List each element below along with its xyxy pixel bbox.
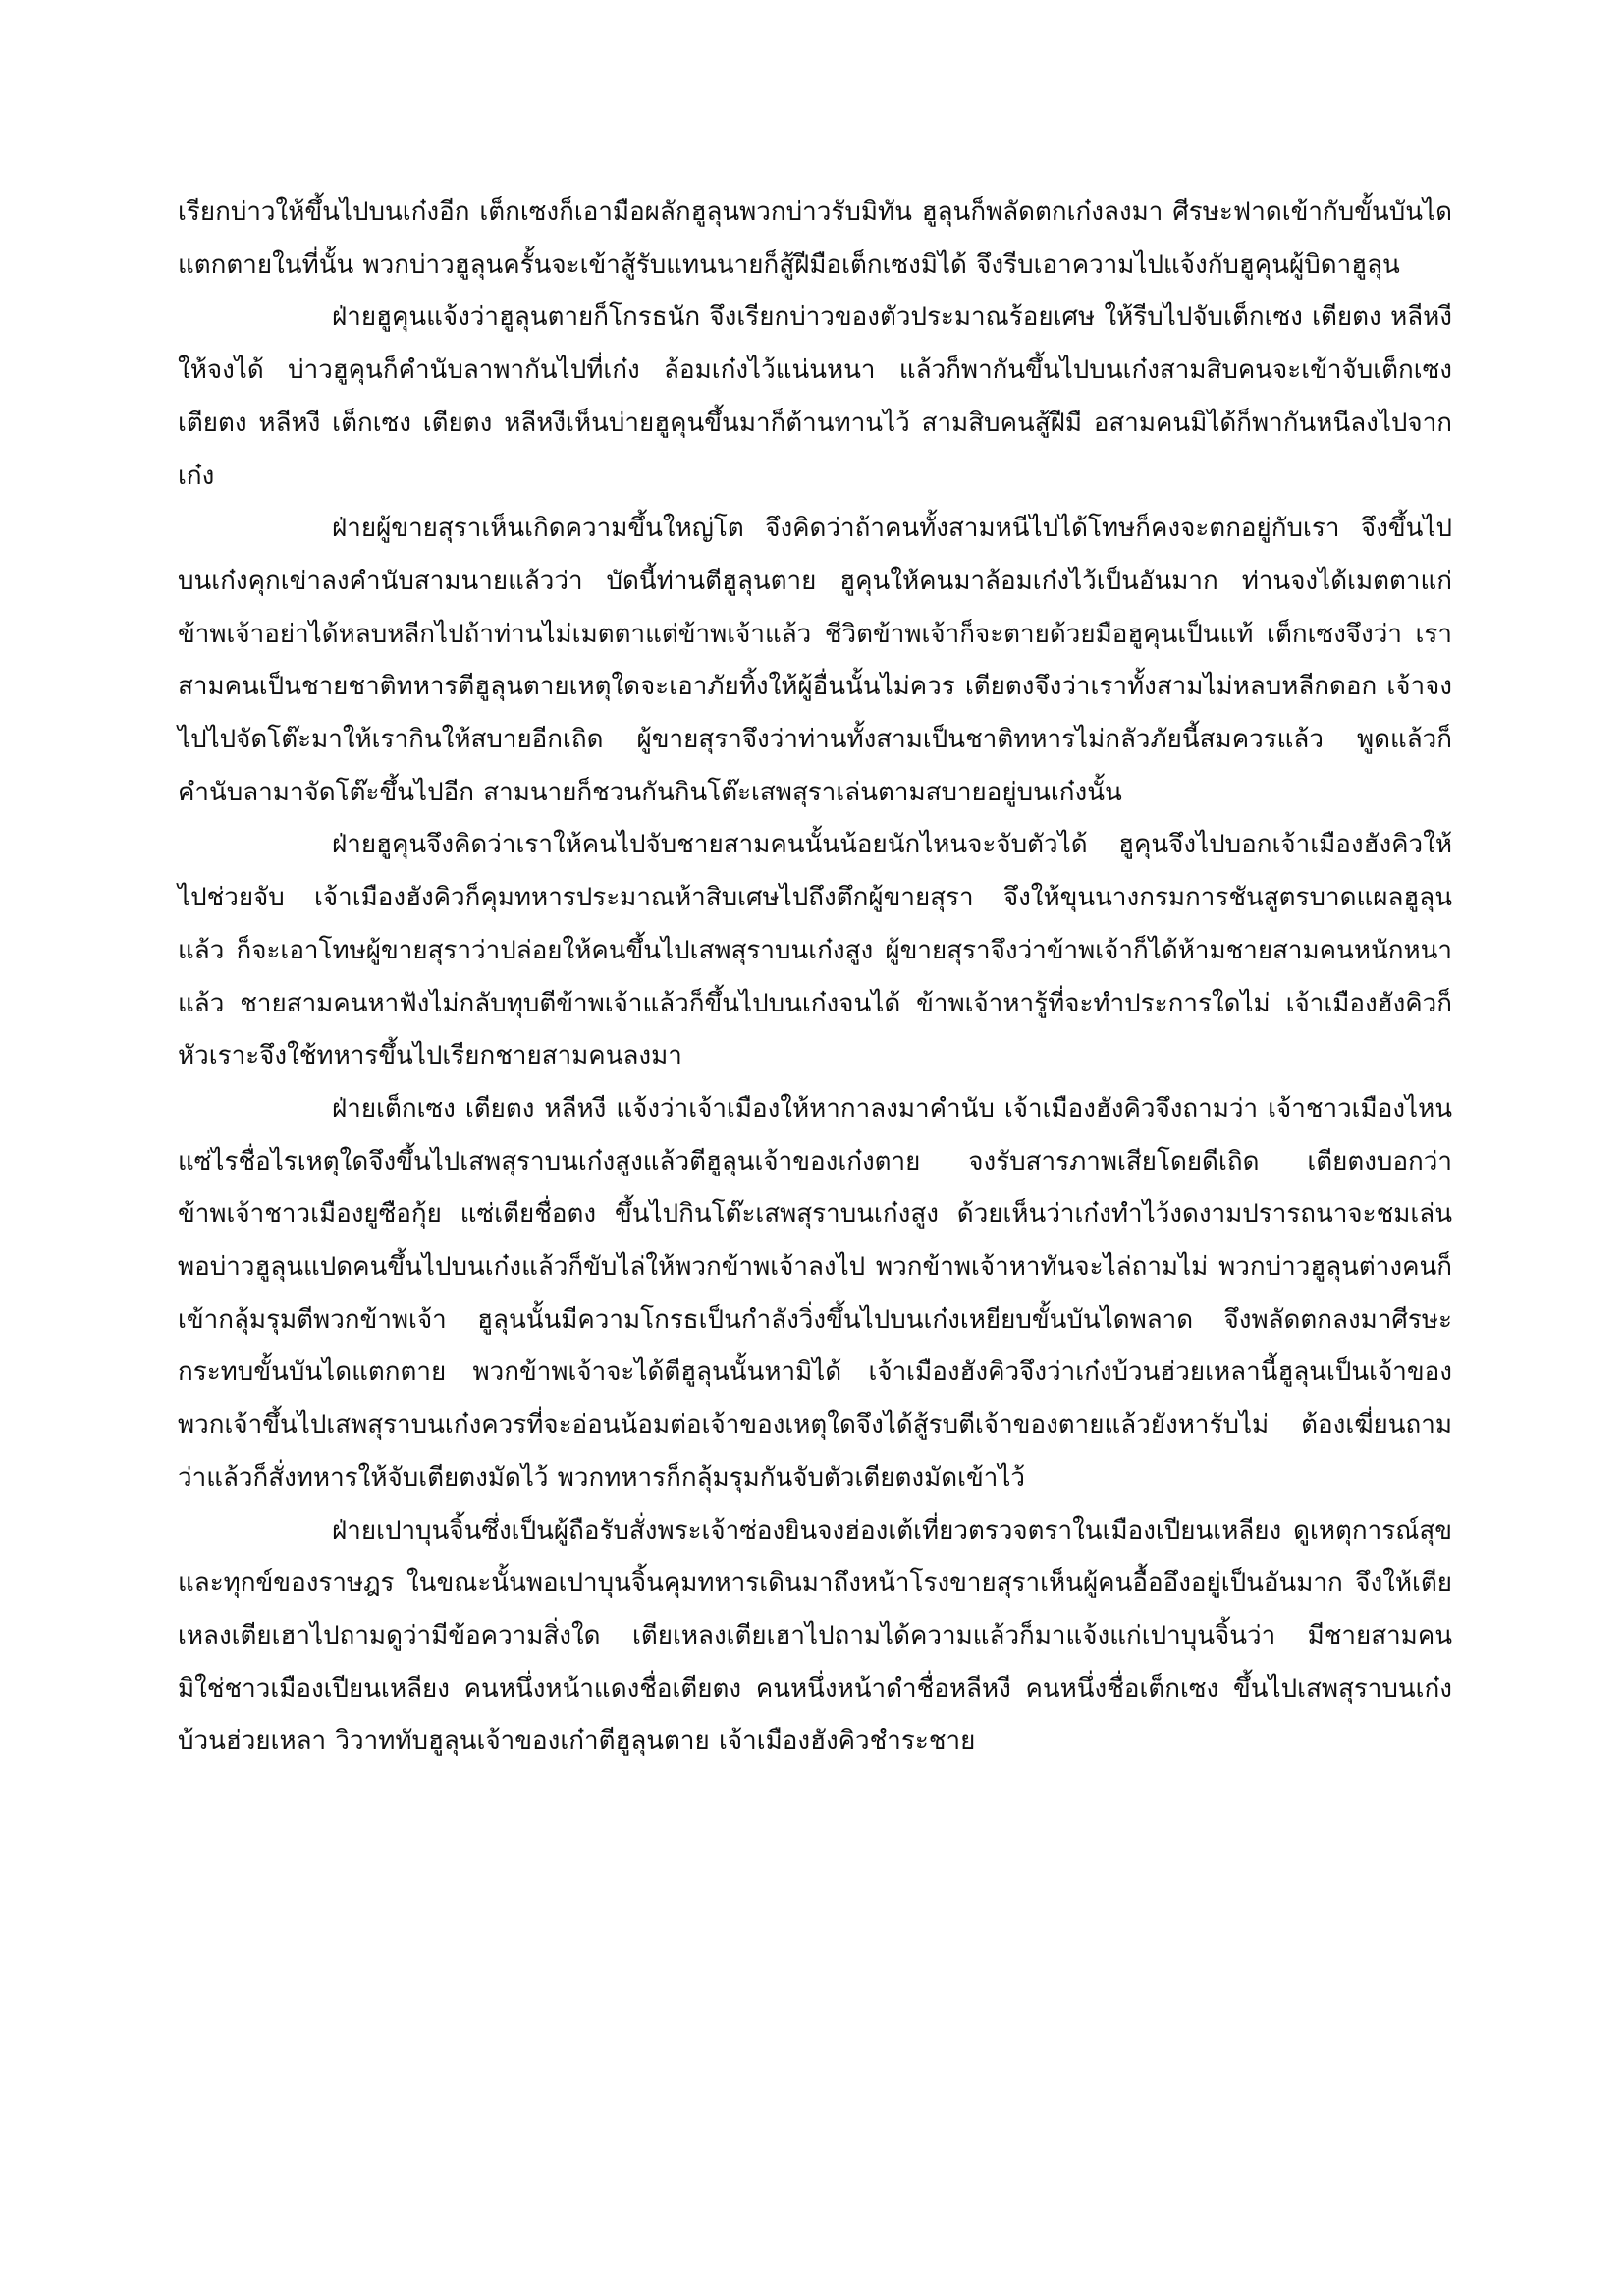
document-page (178, 187, 1452, 1769)
paragraph-5: ฝ่ายเต็กเซง เตียตง หลีหงี แจ้งว่าเจ้าเมืองให้หากาลงมาคำนับ เจ้าเมืองฮังคิวจึงถามว่า เจ้าชาวเมืองไหน แซ่ไรชื่อไรเหตุใดจึงขึ้นไปเสพสุราบนเก๋งสูงแล้วตีฮูลุนเจ้าของเก๋งตาย จงรับสารภาพเสียโดยดีเถิด เตียตงบอกว่าข้าพเจ้าชาวเมืองยูซือกุ้ย แซ่เตียชื่อตง ขึ้นไปกินโต๊ะเสพสุราบนเก๋งสูง ด้วยเห็นว่าเก๋งทำไว้งดงามปรารถนาจะชมเล่น พอบ่าวฮูลุนแปดคนขึ้นไปบนเก๋งแล้วก็ขับไล่ให้พวกข้าพเจ้าลงไป พวกข้าพเจ้าหาทันจะไล่ถามไม่ พวกบ่าวฮูลุนต่างคนก็เข้ากลุ้มรุมตีพวกข้าพเจ้า ฮูลุนนั้นมีความโกรธเป็นกำลังวิ่งขึ้นไปบนเก๋งเหยียบขั้นบันไดพลาด จึงพลัดตกลงมาศีรษะกระทบขั้นบันไดแตกตาย พวกข้าพเจ้าจะได้ตีฮูลุนนั้นหามิได้ เจ้าเมืองฮังคิวจึงว่าเก๋งบ้วนฮ่วยเหลานี้ฮูลุนเป็นเจ้าของ พวกเจ้าขึ้นไปเสพสุราบนเก๋งควรที่จะอ่อนน้อมต่อเจ้าของเหตุใดจึงได้สู้รบตีเจ้าของตายแล้วยังหารับไม่ ต้องเฆี่ยนถาม ว่าแล้วก็สั่งทหารให้จับเตียตงมัดไว้ พวกทหารก็กลุ้มรุมกันจับตัวเตียตงมัดเข้าไว้ (178, 1093, 1452, 1493)
paragraph-6: ฝ่ายเปาบุนจิ้นซึ่งเป็นผู้ถือรับสั่งพระเจ้าซ่องยินจงฮ่องเต้เที่ยวตรวจตราในเมืองเปียนเหลียง ดูเหตุการณ์สุขและทุกข์ของราษฎร ในขณะนั้นพอเปาบุนจิ้นคุมทหารเดินมาถึงหน้าโรงขายสุราเห็นผู้คนอื้ออึงอยู่เป็นอันมาก จึงให้เตียเหลงเตียเฮาไปถามดูว่ามีข้อความสิ่งใด เตียเหลงเตียเฮาไปถามได้ความแล้วก็มาแจ้งแก่เปาบุนจิ้นว่า มีชายสามคนมิใช่ชาวเมืองเปียนเหลียง คนหนึ่งหน้าแดงชื่อเตียตง คนหนึ่งหน้าดำชื่อหลีหงี คนหนึ่งชื่อเต็กเซง ขึ้นไปเสพสุราบนเก๋งบ้วนฮ่วยเหลา วิวาททับฮูลุนเจ้าของเก๋าตีฮูลุนตาย เจ้าเมืองฮังคิวชำระชาย (178, 1515, 1452, 1757)
paragraph-1: เรียกบ่าวให้ขึ้นไปบนเก๋งอีก เต็กเซงก็เอามือผลักฮูลุนพวกบ่าวรับมิทัน ฮูลุนก็พลัดตกเก๋งลงมา ศีรษะฟาดเข้ากับขั้นบันไดแตกตายในที่นั้น พวกบ่าวฮูลุนครั้นจะเข้าสู้รับแทนนายก็สู้ฝีมือเต็กเซงมิได้ จึงรีบเอาความไปแจ้งกับฮูคุนผู้บิดาฮูลุน (178, 197, 1452, 280)
paragraph-4: ฝ่ายฮูคุนจึงคิดว่าเราให้คนไปจับชายสามคนนั้นน้อยนักไหนจะจับตัวได้ ฮูคุนจึงไปบอกเจ้าเมืองฮังคิวให้ไปช่วยจับ เจ้าเมืองฮังคิวก็คุมทหารประมาณห้าสิบเศษไปถึงตึกผู้ขายสุรา จึงให้ขุนนางกรมการชันสูตรบาดแผลฮูลุนแล้ว ก็จะเอาโทษผู้ขายสุราว่าปล่อยให้คนขึ้นไปเสพสุราบนเก๋งสูง ผู้ขายสุราจึงว่าข้าพเจ้าก็ได้ห้ามชายสามคนหนักหนาแล้ว ชายสามคนหาฟังไม่กลับทุบตีข้าพเจ้าแล้วก็ขึ้นไปบนเก๋งจนได้ ข้าพเจ้าหารู้ที่จะทำประการใดไม่ เจ้าเมืองฮังคิวก็หัวเราะจึงใช้ทหารขึ้นไปเรียกชายสามคนลงมา (178, 830, 1452, 1071)
paragraph-3: ฝ่ายผู้ขายสุราเห็นเกิดความขึ้นใหญ่โต จึงคิดว่าถ้าคนทั้งสามหนีไปได้โทษก็คงจะตกอยู่กับเรา จึงขึ้นไปบนเก๋งคุกเข่าลงคำนับสามนายแล้วว่า บัดนี้ท่านตีฮูลุนตาย ฮูคุนให้คนมาล้อมเก๋งไว้เป็นอันมาก ท่านจงได้เมตตาแก่ข้าพเจ้าอย่าได้หลบหลีกไปถ้าท่านไม่เมตตาแต่ข้าพเจ้าแล้ว ชีวิตข้าพเจ้าก็จะตายด้วยมือฮูคุนเป็นแท้ เต็กเซงจึงว่า เราสามคนเป็นชายชาติทหารตีฮูลุนตายเหตุใดจะเอาภัยทิ้งให้ผู้อื่นนั้นไม่ควร เตียตงจึงว่าเราทั้งสามไม่หลบหลีกดอก เจ้าจงไปไปจัดโต๊ะมาให้เรากินให้สบายอีกเถิด ผู้ขายสุราจึงว่าท่านทั้งสามเป็นชาติทหารไม่กลัวภัยนี้สมควรแล้ว พูดแล้วก็คำนับลามาจัดโต๊ะขึ้นไปอีก สามนายก็ชวนกันกินโต๊ะเสพสุราเล่นตามสบายอยู่บนเก๋งนั้น (178, 514, 1452, 807)
paragraph-2: ฝ่ายฮูคุนแจ้งว่าฮูลุนตายก็โกรธนัก จึงเรียกบ่าวของตัวประมาณร้อยเศษ ให้รีบไปจับเต็กเซง เตียตง หลีหงี ให้จงได้ บ่าวฮูคุนก็คำนับลาพากันไปที่เก๋ง ล้อมเก๋งไว้แน่นหนา แล้วก็พากันขึ้นไปบนเก๋งสามสิบคนจะเข้าจับเต็กเซง เตียตง หลีหงี เต็กเซง เตียตง หลีหงีเห็นบ่ายฮูคุนขึ้นมาก็ต้านทานไว้ สามสิบคนสู้ฝีมื อสามคนมิได้ก็พากันหนีลงไปจากเก๋ง (178, 302, 1452, 491)
